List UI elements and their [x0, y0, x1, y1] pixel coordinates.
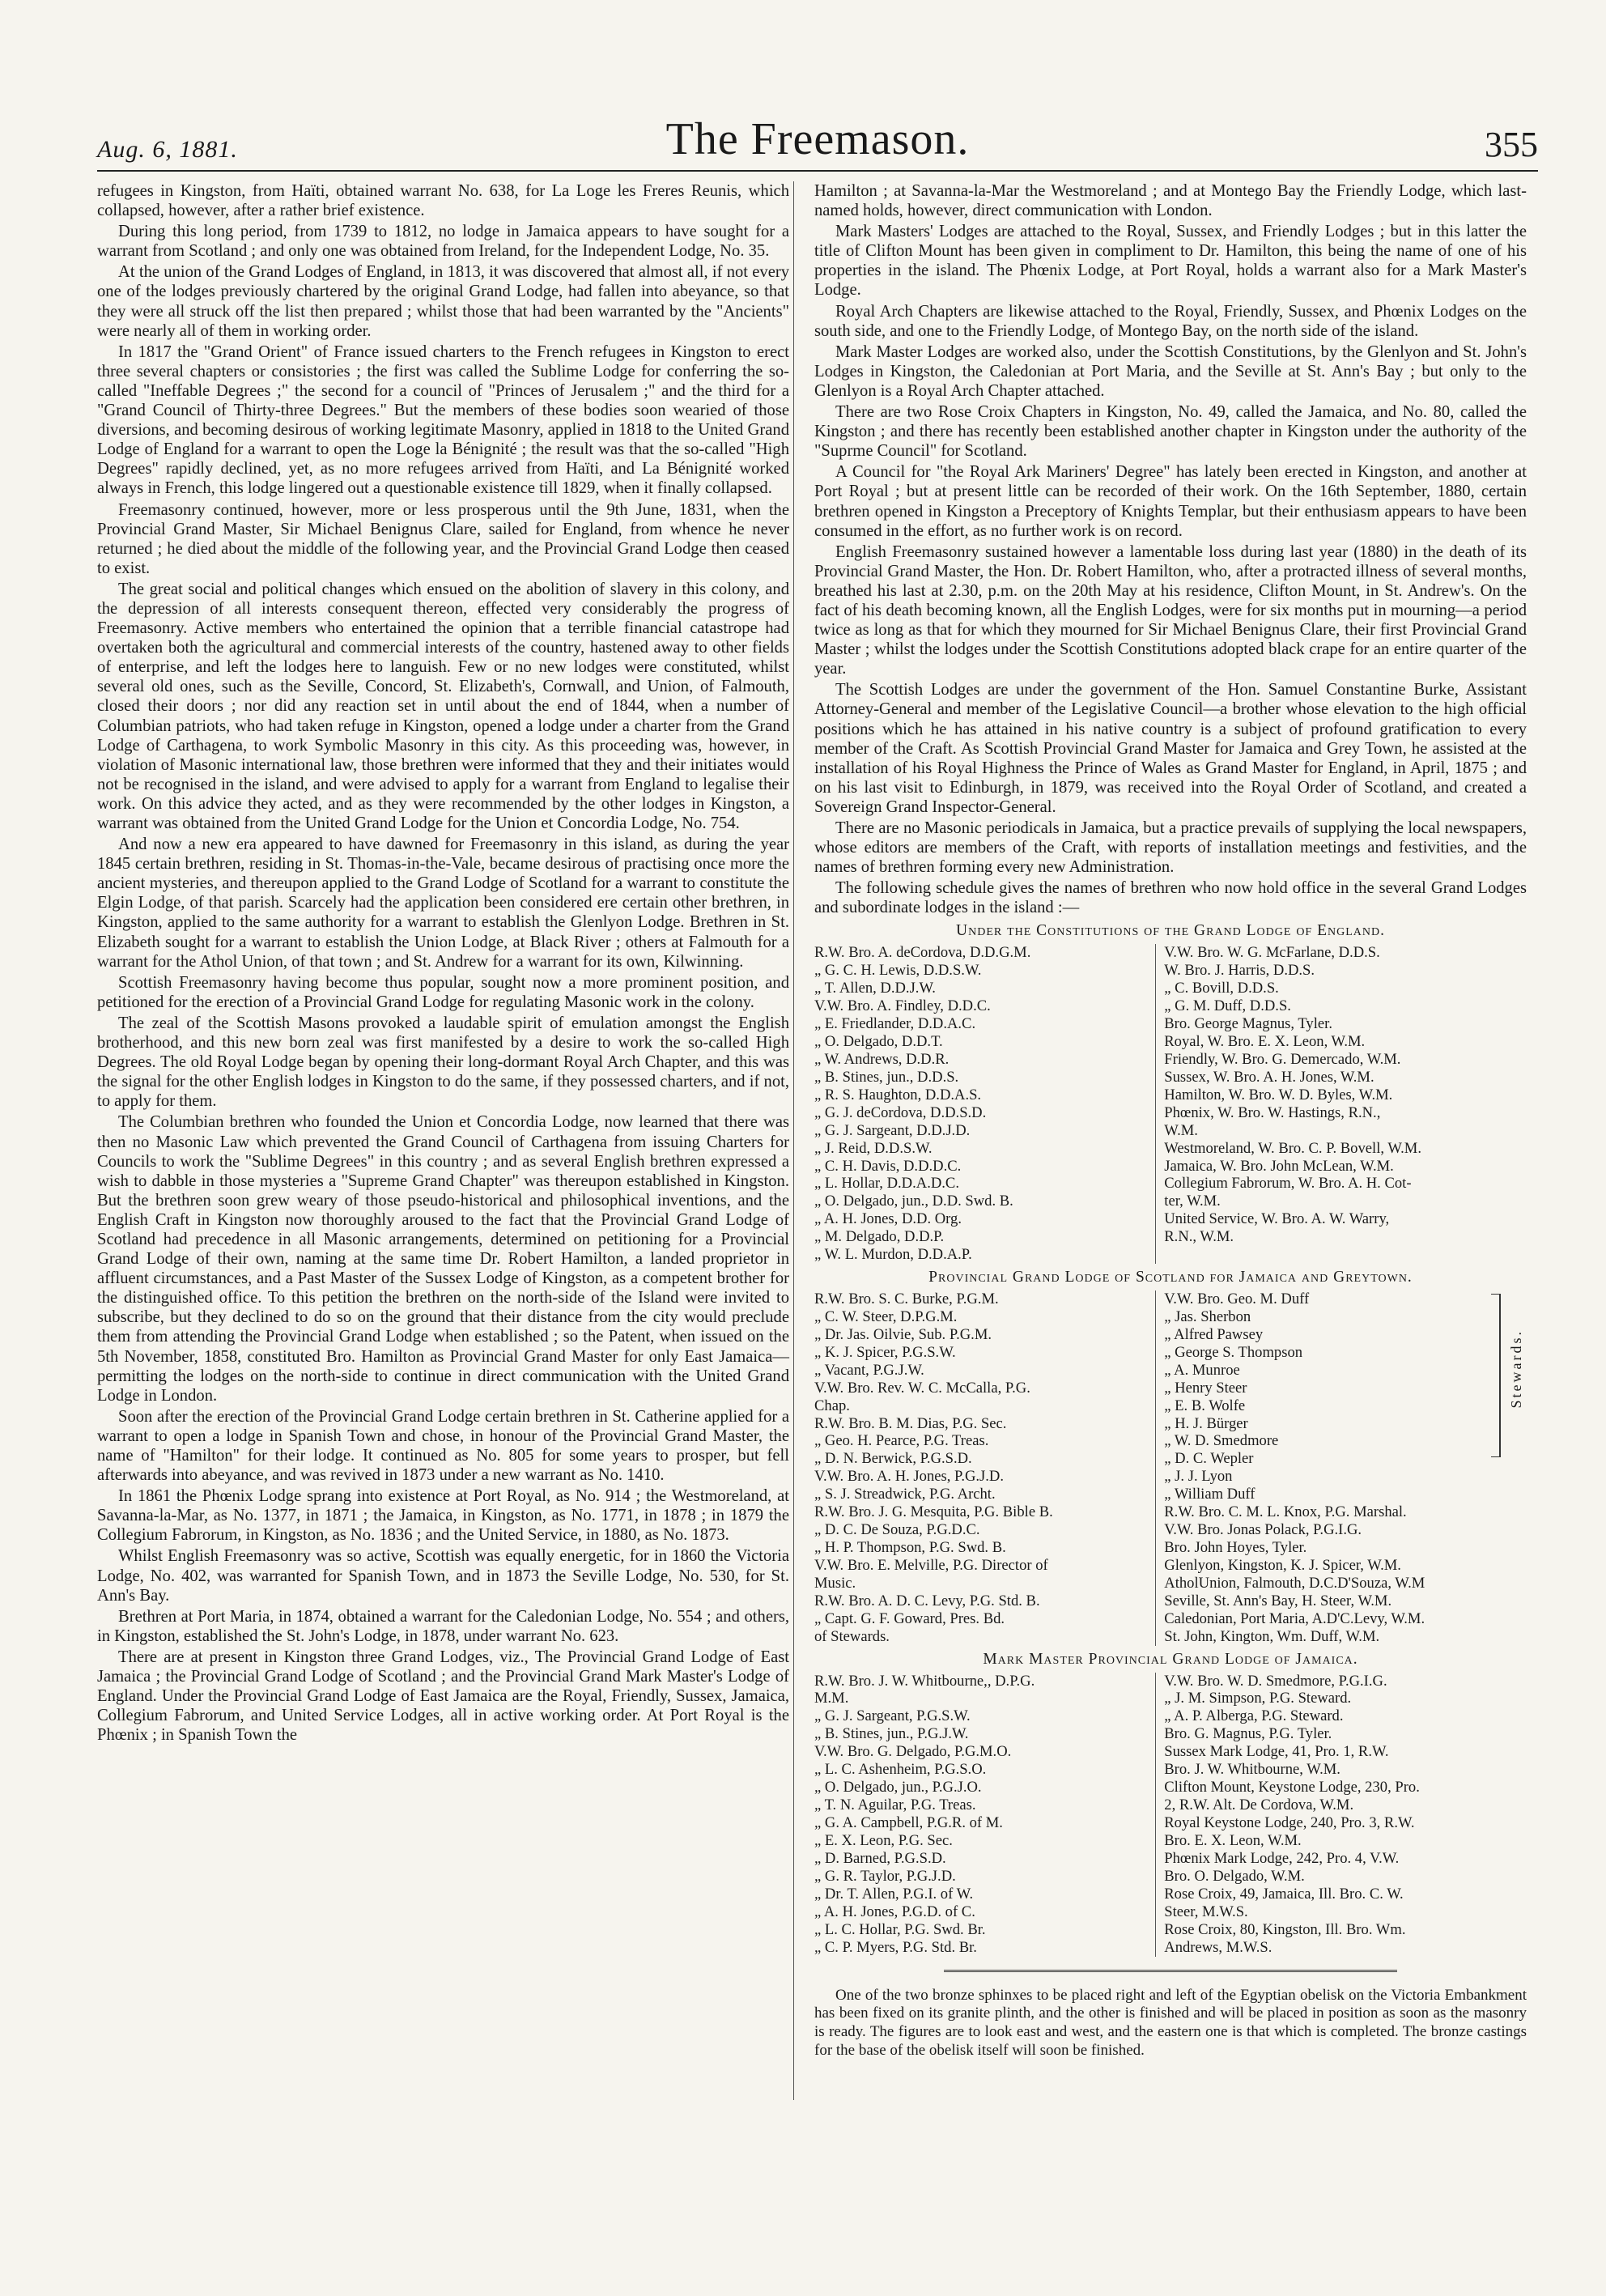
officer-line: Jamaica, W. Bro. John McLean, W.M.: [1164, 1157, 1394, 1175]
page-header: [97, 113, 1538, 172]
paragraph: Soon after the erection of the Provincial Grand Lodge certain brethren in St. Catherine applied for a warrant to open a lodge in Spanish Town and chose, in honour of the Provincial Grand Master, the name of "Hamilton" for their lodge. It continued as No. 805 for some years to prosper, but fell afterwards into abeyance, and was revived in 1873 under a new warrant as No. 1410.: [97, 1407, 789, 1485]
officer-line: V.W. Bro. G. Delgado, P.G.M.O.: [814, 1743, 1012, 1761]
officer-line: Phœnix, W. Bro. W. Hastings, R.N.,: [1164, 1103, 1381, 1121]
officer-line: „ Jas. Sherbon: [1164, 1307, 1251, 1325]
officer-line: R.W. Bro. C. M. L. Knox, P.G. Marshal.: [1164, 1503, 1407, 1521]
officer-line: R.W. Bro. B. M. Dias, P.G. Sec.: [814, 1414, 1007, 1432]
officer-line: R.W. Bro. J. G. Mesquita, P.G. Bible B.: [814, 1503, 1053, 1521]
officer-line: ter, W.M.: [1164, 1193, 1221, 1210]
officer-line: V.W. Bro. Jonas Polack, P.G.I.G.: [1164, 1521, 1362, 1539]
scotland-officers-left: [814, 1290, 1155, 1646]
paragraph: At the union of the Grand Lodges of England, in 1813, it was discovered that almost all, if not every one of the lodges previously chartered by the original Grand Lodge, had fallen into abeyance, so that they were all struck off the list then prepared ; whilst those that had been warranted by the "Ancients" were nearly all of them in working order.: [97, 263, 789, 340]
officer-line: Bro. John Hoyes, Tyler.: [1164, 1539, 1307, 1557]
paragraph: There are at present in Kingston three Grand Lodges, viz., The Provincial Grand Lodge of East Jamaica ; the Provincial Grand Lodge of Scotland ; and the Provincial Grand Mark Master's Lodge of England. Under the Provincial Grand Lodge of East Jamaica are the Royal, Friendly, Sussex, Jamaica, Collegium Fabrorum, and United Service Lodges, all in active working order. At Port Royal is the Phœnix ; in Spanish Town the: [97, 1648, 789, 1745]
officer-line: „ George S. Thompson: [1164, 1343, 1303, 1361]
officer-line: „ A. P. Alberga, P.G. Steward.: [1164, 1707, 1344, 1725]
sphinx-note: [814, 1987, 1527, 2060]
mark-officer-list: [814, 1673, 1527, 1957]
officer-line: V.W. Bro. E. Melville, P.G. Director of: [814, 1557, 1048, 1575]
officer-line: V.W. Bro. Geo. M. Duff: [1164, 1290, 1310, 1307]
officer-line: „ W. Andrews, D.D.R.: [814, 1050, 950, 1068]
column-divider: [793, 181, 794, 2100]
officer-line: V.W. Bro. W. G. McFarlane, D.D.S.: [1164, 944, 1380, 962]
officer-line: Friendly, W. Bro. G. Demercado, W.M.: [1164, 1050, 1401, 1068]
officer-line: „ O. Delgado, D.D.T.: [814, 1032, 943, 1050]
paragraph: Freemasonry continued, however, more or less prosperous until the 9th June, 1831, when the Provincial Grand Master, Sir Michael Benignus Clare, sailed for England, from whence he never returned ; he died about the middle of the following year, and the Provincial Grand Lodge then ceased to exist.: [97, 500, 789, 577]
england-officers-right: [1155, 944, 1527, 1264]
paragraph: Mark Masters' Lodges are attached to the Royal, Sussex, and Friendly Lodges ; but in this latter the title of Clifton Mount has been given in compliment to Dr. Hamilton, this being the name of one of his properties in the island. The Phœnix Lodge, at Port Royal, holds a warrant also for a Mark Master's Lodge.: [814, 223, 1527, 300]
paragraph: The great social and political changes which ensued on the abolition of slavery in this colony, and the depression of all interests consequent thereon, effected very considerably the progress of Freemasonry. Active members who entertained the opinion that a terrible financial catastrope had overtaken both the agricultural and commercial interests of the country, hastened away to other fields of enterprise, and left the lodges here to languish. Few or no new lodges were constituted, whilst several old ones, such as the Seville, Concord, St. Elizabeth's, Cornwall, and Union, of Falmouth, closed their doors ; nor did any reaction set in until about the end of 1844, when a number of Columbian patriots, who had taken refuge in Kingston, opened a lodge under a charter from the Grand Lodge of Carthagena, to work Symbolic Masonry in this city. As this proceeding was, however, in violation of Masonic international law, those brethren were informed that they and their initiates would not be recognised in the island, and were advised to apply for a warrant from England to legalise their work. On this advice they acted, and as they were recommended by the other lodges in Kingston, a warrant was obtained from the United Grand Lodge for the Union et Concordia Lodge, No. 754.: [97, 580, 789, 832]
paragraph: In 1861 the Phœnix Lodge sprang into existence at Port Royal, as No. 914 ; the Westmoreland, at Savanna-la-Mar, as No. 1377, in 1871 ; the Jamaica, in Kingston, as No. 1771, in 1878 ; in 1879 the Collegium Fabrorum, in Kingston, as No. 1836 ; and the United Service, in 1880, as No. 1873.: [97, 1487, 789, 1545]
stewards-label: Stewards.: [1507, 1329, 1524, 1409]
paragraph: The following schedule gives the names of brethren who now hold office in the several Grand Lodges and subordinate lodges in the island :—: [814, 879, 1527, 917]
section-rule: [944, 1970, 1397, 1972]
masthead-title: The Freemason.: [665, 114, 970, 164]
officer-line: „ M. Delgado, D.D.P.: [814, 1228, 945, 1246]
officer-line: „ Vacant, P.G.J.W.: [814, 1361, 924, 1379]
officer-line: Rose Croix, 49, Jamaica, Ill. Bro. C. W.: [1164, 1885, 1404, 1903]
officer-line: „ E. B. Wolfe: [1164, 1397, 1246, 1414]
officer-line: „ C. Bovill, D.D.S.: [1164, 980, 1279, 997]
officer-line: „ S. J. Streadwick, P.G. Archt.: [814, 1486, 996, 1503]
officer-line: of Stewards.: [814, 1627, 890, 1645]
paragraph: A Council for "the Royal Ark Mariners' Degree" has lately been erected in Kingston, and another at Port Royal ; but at present little can be recorded of their work. On the 16th September, 1880, certain brethren opened in Kingston a Preceptory of Knights Templar, but their enthusiasm appears to have been consumed in the effort, as no further work is on record.: [814, 463, 1527, 540]
officer-line: Andrews, M.W.S.: [1164, 1938, 1272, 1956]
officer-line: Rose Croix, 80, Kingston, Ill. Bro. Wm.: [1164, 1920, 1406, 1938]
officer-line: „ W. L. Murdon, D.D.A.P.: [814, 1246, 972, 1264]
england-officers-left: [814, 944, 1155, 1264]
officer-line: „ Dr. T. Allen, P.G.I. of W.: [814, 1885, 974, 1903]
officer-line: „ E. X. Leon, P.G. Sec.: [814, 1831, 953, 1849]
mark-officers-right: [1155, 1673, 1527, 1957]
officer-line: Westmoreland, W. Bro. C. P. Bovell, W.M.: [1164, 1139, 1421, 1157]
officer-line: W. Bro. J. Harris, D.D.S.: [1164, 962, 1315, 980]
officer-line: Bro. J. W. Whitbourne, W.M.: [1164, 1761, 1340, 1779]
officer-line: 2, R.W. Alt. De Cordova, W.M.: [1164, 1796, 1354, 1814]
officer-line: „ H. P. Thompson, P.G. Swd. B.: [814, 1539, 1006, 1557]
page-number: 355: [1485, 125, 1538, 164]
stewards-brace: [1491, 1294, 1501, 1457]
officer-line: AtholUnion, Falmouth, D.C.D'Souza, W.M: [1164, 1574, 1425, 1592]
officer-line: „ D. Barned, P.G.S.D.: [814, 1849, 946, 1867]
mark-heading: Mark Master Provincial Grand Lodge of Jamaica.: [983, 1650, 1358, 1668]
paragraph: There are no Masonic periodicals in Jamaica, but a practice prevails of supplying the local newspapers, whose editors are members of the Craft, with reports of installation meetings and festivities, and the names of brethren forming every new Administration.: [814, 819, 1527, 877]
officer-line: „ D. C. De Souza, P.G.D.C.: [814, 1521, 980, 1539]
officer-line: „ L. C. Ashenheim, P.G.S.O.: [814, 1761, 987, 1779]
officer-line: „ William Duff: [1164, 1486, 1255, 1503]
officer-line: Hamilton, W. Bro. W. D. Byles, W.M.: [1164, 1086, 1393, 1103]
officer-line: „ A. H. Jones, P.G.D. of C.: [814, 1903, 975, 1920]
scotland-heading: Provincial Grand Lodge of Scotland for Jamaica and Greytown.: [928, 1269, 1413, 1286]
paragraph: Brethren at Port Maria, in 1874, obtained a warrant for the Caledonian Lodge, No. 554 ; and others, in Kingston, established the St. John's Lodge, in 1878, under warrant No. 623.: [97, 1607, 789, 1645]
officer-line: „ Capt. G. F. Goward, Pres. Bd.: [814, 1609, 1005, 1627]
officer-line: M.M.: [814, 1690, 849, 1707]
officer-line: „ Henry Steer: [1164, 1379, 1247, 1397]
officer-line: R.N., W.M.: [1164, 1228, 1234, 1246]
left-column: [97, 181, 789, 1746]
officer-line: R.W. Bro. A. D. C. Levy, P.G. Std. B.: [814, 1592, 1040, 1609]
paragraph: Scottish Freemasonry having become thus popular, sought now a more prominent position, and petitioned for the erection of a Provincial Grand Lodge for regulating Masonic work in the colony.: [97, 973, 789, 1011]
officer-line: Clifton Mount, Keystone Lodge, 230, Pro.: [1164, 1779, 1420, 1796]
paragraph: Hamilton ; at Savanna-la-Mar the Westmoreland ; and at Montego Bay the Friendly Lodge, which last-named holds, however, direct communication with London.: [814, 182, 1527, 220]
mark-officers-left: [814, 1673, 1155, 1957]
paragraph: The zeal of the Scottish Masons provoked a laudable spirit of emulation amongst the English brotherhood, and this new born zeal was first manifested by a desire to work the so-called High Degrees. The old Royal Lodge began by opening their long-dormant Royal Arch Chapter, and this was the signal for the other English lodges in Kingston to do the same, if they possessed charters, and if not, to apply for them.: [97, 1014, 789, 1111]
officer-line: „ G. R. Taylor, P.G.J.D.: [814, 1867, 956, 1885]
officer-line: Sussex Mark Lodge, 41, Pro. 1, R.W.: [1164, 1743, 1389, 1761]
officer-line: „ D. C. Wepler: [1164, 1450, 1254, 1468]
officer-line: Phœnix Mark Lodge, 242, Pro. 4, V.W.: [1164, 1849, 1400, 1867]
officer-line: „ R. S. Haughton, D.D.A.S.: [814, 1086, 982, 1103]
officer-line: „ T. Allen, D.D.J.W.: [814, 980, 936, 997]
officer-line: „ G. M. Duff, D.D.S.: [1164, 997, 1291, 1015]
officer-line: „ J. Reid, D.D.S.W.: [814, 1139, 933, 1157]
officer-line: V.W. Bro. W. D. Smedmore, P.G.I.G.: [1164, 1672, 1387, 1690]
officer-line: Glenlyon, Kingston, K. J. Spicer, W.M.: [1164, 1557, 1401, 1575]
officer-line: R.W. Bro. S. C. Burke, P.G.M.: [814, 1290, 999, 1307]
officer-line: W.M.: [1164, 1121, 1198, 1139]
officer-line: Collegium Fabrorum, W. Bro. A. H. Cot-: [1164, 1175, 1412, 1193]
scotland-officer-list: [814, 1290, 1527, 1646]
officer-line: „ Dr. Jas. Oilvie, Sub. P.G.M.: [814, 1325, 992, 1343]
paragraph: The Columbian brethren who founded the Union et Concordia Lodge, now learned that there was then no Masonic Law which prevented the Grand Council of Carthagena from issuing Charters for Councils to work the "Sublime Degrees" in this country ; and as several English brethren expressed a wish to dabble in those mysteries a "Supreme Grand Chapter" was thereupon established in Kingston. But the brethren soon grew weary of those pseudo-historical and philosophical inventions, and the English Craft in Kingston now thoroughly aroused to the fact that the Provincial Grand Lodge of Scotland had precedence in all Masonic arrangements, determined on petitioning for a Provincial Grand Lodge of their own, naming at the same time Dr. Robert Hamilton, a landed proprietor in affluent circumstances, and a Past Master of the Sussex Lodge of Kingston, as a competent brother for the distinguished office. To this petition the brethren on the north-side of the Island were invited to subscribe, but they declined to do so on the ground that their distance from the city would preclude them from attending the Provincial Grand Lodge when established ; so the Patent, when issued on the 5th November, 1858, constituted Bro. Hamilton as Provincial Grand Master for only East Jamaica—permitting the lodges on the north-side to continue in direct communication with the United Grand Lodge in London.: [97, 1113, 789, 1405]
officer-line: „ C. P. Myers, P.G. Std. Br.: [814, 1938, 977, 1956]
officer-line: Bro. E. X. Leon, W.M.: [1164, 1831, 1302, 1849]
officer-line: Bro. O. Delgado, W.M.: [1164, 1867, 1305, 1885]
sphinx-note-text: One of the two bronze sphinxes to be placed right and left of the Egyptian obelisk on the Victoria Embankment has been fixed on its granite plinth, and the other is finished and will be placed in position as soon as the masonry is ready. The figures are to look east and west, and the eastern one is that which is completed. The bronze castings for the base of the obelisk itself will soon be finished.: [814, 1986, 1527, 2059]
paragraph: refugees in Kingston, from Haïti, obtained warrant No. 638, for La Loge les Freres Reunis, which collapsed, however, after a rather brief existence.: [97, 182, 789, 220]
scotland-officers-right-lines: [1164, 1290, 1527, 1646]
officer-line: „ G. J. Sargeant, D.D.J.D.: [814, 1121, 971, 1139]
officer-line: Music.: [814, 1574, 856, 1592]
paragraph: There are two Rose Croix Chapters in Kingston, No. 49, called the Jamaica, and No. 80, called the Kingston ; and there has recently been established another chapter in Kingston under the authority of the "Suprme Council" for Scotland.: [814, 403, 1527, 461]
officer-line: Seville, St. Ann's Bay, H. Steer, W.M.: [1164, 1592, 1392, 1609]
paragraph: English Freemasonry sustained however a lamentable loss during last year (1880) in the death of its Provincial Grand Master, the Hon. Dr. Robert Hamilton, who, after a protracted illness of several months, breathed his last at 2.30, p.m. on the 20th May at his residence, Clifton Mount, in St. Andrew's. On the fact of his death becoming known, all the English Lodges, were for six months put in mourning—a period twice as long as that for which they mourned for Sir Michael Benignus Clare, their first Provincial Grand Master ; whilst the lodges under the Scottish Constitutions adopted black crape for an entire quarter of the year.: [814, 542, 1527, 678]
officer-line: „ O. Delgado, jun., D.D. Swd. B.: [814, 1193, 1013, 1210]
right-column-paragraphs: [814, 181, 1527, 917]
england-officer-list: [814, 944, 1527, 1264]
officer-line: Bro. G. Magnus, P.G. Tyler.: [1164, 1725, 1332, 1743]
paragraph: And now a new era appeared to have dawned for Freemasonry in this island, as during the year 1845 certain brethren, residing in St. Thomas-in-the-Vale, became desirous of practising once more the ancient mysteries, and thereupon applied to the Grand Lodge of Scotland for a warrant to constitute the Elgin Lodge, of that parish. Scarcely had the application been considered ere certain other brethren, in Kingston, applied to the same authority for a warrant to establish the Glenlyon Lodge. Brethren in St. Elizabeth sought for a warrant to establish the Union Lodge, at Black River ; others at Falmouth for a warrant for the Athol Union, of that town ; and St. Andrew for a warrant for its own, Kilwinning.: [97, 835, 789, 971]
officer-line: „ G. J. Sargeant, P.G.S.W.: [814, 1707, 971, 1725]
officer-line: „ W. D. Smedmore: [1164, 1432, 1279, 1450]
officer-line: „ H. J. Bürger: [1164, 1414, 1248, 1432]
officer-line: Royal Keystone Lodge, 240, Pro. 3, R.W.: [1164, 1814, 1415, 1832]
officer-line: „ A. Munroe: [1164, 1361, 1240, 1379]
scotland-officers-right: [1155, 1290, 1527, 1646]
officer-line: „ B. Stines, jun., P.G.J.W.: [814, 1725, 969, 1743]
officer-line: „ J. J. Lyon: [1164, 1468, 1233, 1486]
officer-line: United Service, W. Bro. A. W. Warry,: [1164, 1210, 1390, 1228]
officer-line: „ T. N. Aguilar, P.G. Treas.: [814, 1796, 976, 1814]
officer-line: „ K. J. Spicer, P.G.S.W.: [814, 1343, 956, 1361]
paragraph: In 1817 the "Grand Orient" of France issued charters to the French refugees in Kingston to erect three several chapters or consistories ; the first was called the Sublime Lodge for conferring the so-called "Ineffable Degrees ;" the second for a council of "Princes of Jerusalem ;" and the third for a "Grand Council of Thirty-three Degrees." But the members of these bodies soon wearied of those diversions, and becoming desirous of working legitimate Masonry, applied in 1818 to the United Grand Lodge of England for a warrant to open the Loge la Bénignité ; the result was that the so-called "High Degrees" rapidly declined, yet, as no more refugees arrived from Haïti, and La Bénignité worked always in French, this lodge lingered out a questionable existence till 1829, when it finally collapsed.: [97, 342, 789, 498]
paragraph: During this long period, from 1739 to 1812, no lodge in Jamaica appears to have sought for a warrant from Scotland ; and only one was obtained from Ireland, for the Independent Lodge, No. 35.: [97, 223, 789, 261]
officer-line: Royal, W. Bro. E. X. Leon, W.M.: [1164, 1032, 1366, 1050]
officer-line: „ C. W. Steer, D.P.G.M.: [814, 1307, 958, 1325]
issue-date: Aug. 6, 1881.: [97, 136, 238, 163]
officer-line: „ L. C. Hollar, P.G. Swd. Br.: [814, 1920, 986, 1938]
officer-line: V.W. Bro. A. Findley, D.D.C.: [814, 997, 991, 1015]
officer-line: Bro. George Magnus, Tyler.: [1164, 1015, 1332, 1033]
officer-line: „ G. J. deCordova, D.D.S.D.: [814, 1103, 987, 1121]
right-column: [814, 181, 1527, 2060]
officer-line: „ Alfred Pawsey: [1164, 1325, 1264, 1343]
officer-line: R.W. Bro. A. deCordova, D.D.G.M.: [814, 944, 1031, 962]
paragraph: The Scottish Lodges are under the government of the Hon. Samuel Constantine Burke, Assistant Attorney-General and member of the Legislative Council—a brother whose elevation to the high official positions which he has attained in his native country is a subject of profound gratification to every member of the Craft. As Scottish Provincial Grand Master for Jamaica and Grey Town, he assisted at the installation of his Royal Highness the Prince of Wales as Grand Master for England, in April, 1875 ; and on his last visit to Edinburgh, in 1879, was received into the Royal Order of Scotland, and created a Sovereign Grand Inspector-General.: [814, 681, 1527, 816]
officer-line: St. John, Kington, Wm. Duff, W.M.: [1164, 1627, 1380, 1645]
officer-line: Steer, M.W.S.: [1164, 1903, 1248, 1920]
officer-line: R.W. Bro. J. W. Whitbourne,, D.P.G.: [814, 1672, 1035, 1690]
officer-line: „ B. Stines, jun., D.D.S.: [814, 1068, 959, 1086]
officer-line: „ O. Delgado, jun., P.G.J.O.: [814, 1779, 982, 1796]
england-heading: Under the Constitutions of the Grand Lodge of England.: [956, 922, 1385, 940]
paragraph: Royal Arch Chapters are likewise attached to the Royal, Friendly, Sussex, and Phœnix Lodges on the south side, and one to the Friendly Lodge, of Montego Bay, on the north side of the island.: [814, 302, 1527, 340]
officer-line: „ G. C. H. Lewis, D.D.S.W.: [814, 962, 982, 980]
officer-line: „ Geo. H. Pearce, P.G. Treas.: [814, 1432, 989, 1450]
officer-line: „ A. H. Jones, D.D. Org.: [814, 1210, 962, 1228]
officer-line: „ J. M. Simpson, P.G. Steward.: [1164, 1690, 1352, 1707]
officer-line: Chap.: [814, 1397, 850, 1414]
paragraph: Mark Master Lodges are worked also, under the Scottish Constitutions, by the Glenlyon and St. John's Lodges in Kingston, the Caledonian at Port Maria, and the Seville at St. Ann's Bay ; but only to the Glenlyon is a Royal Arch Chapter attached.: [814, 342, 1527, 400]
officer-line: „ E. Friedlander, D.D.A.C.: [814, 1015, 976, 1033]
paragraph: Whilst English Freemasonry was so active, Scottish was equally energetic, for in 1860 the Victoria Lodge, No. 402, was warranted for Spanish Town, and in 1873 the Seville Lodge, No. 530, for St. Ann's Bay.: [97, 1547, 789, 1605]
officer-line: „ C. H. Davis, D.D.D.C.: [814, 1157, 962, 1175]
officer-line: „ G. A. Campbell, P.G.R. of M.: [814, 1814, 1003, 1832]
officer-line: Sussex, W. Bro. A. H. Jones, W.M.: [1164, 1068, 1374, 1086]
officer-line: V.W. Bro. Rev. W. C. McCalla, P.G.: [814, 1379, 1030, 1397]
officer-line: V.W. Bro. A. H. Jones, P.G.J.D.: [814, 1468, 1005, 1486]
officer-line: Caledonian, Port Maria, A.D'C.Levy, W.M.: [1164, 1609, 1425, 1627]
officer-line: „ L. Hollar, D.D.A.D.C.: [814, 1175, 959, 1193]
officer-line: „ D. N. Berwick, P.G.S.D.: [814, 1450, 972, 1468]
